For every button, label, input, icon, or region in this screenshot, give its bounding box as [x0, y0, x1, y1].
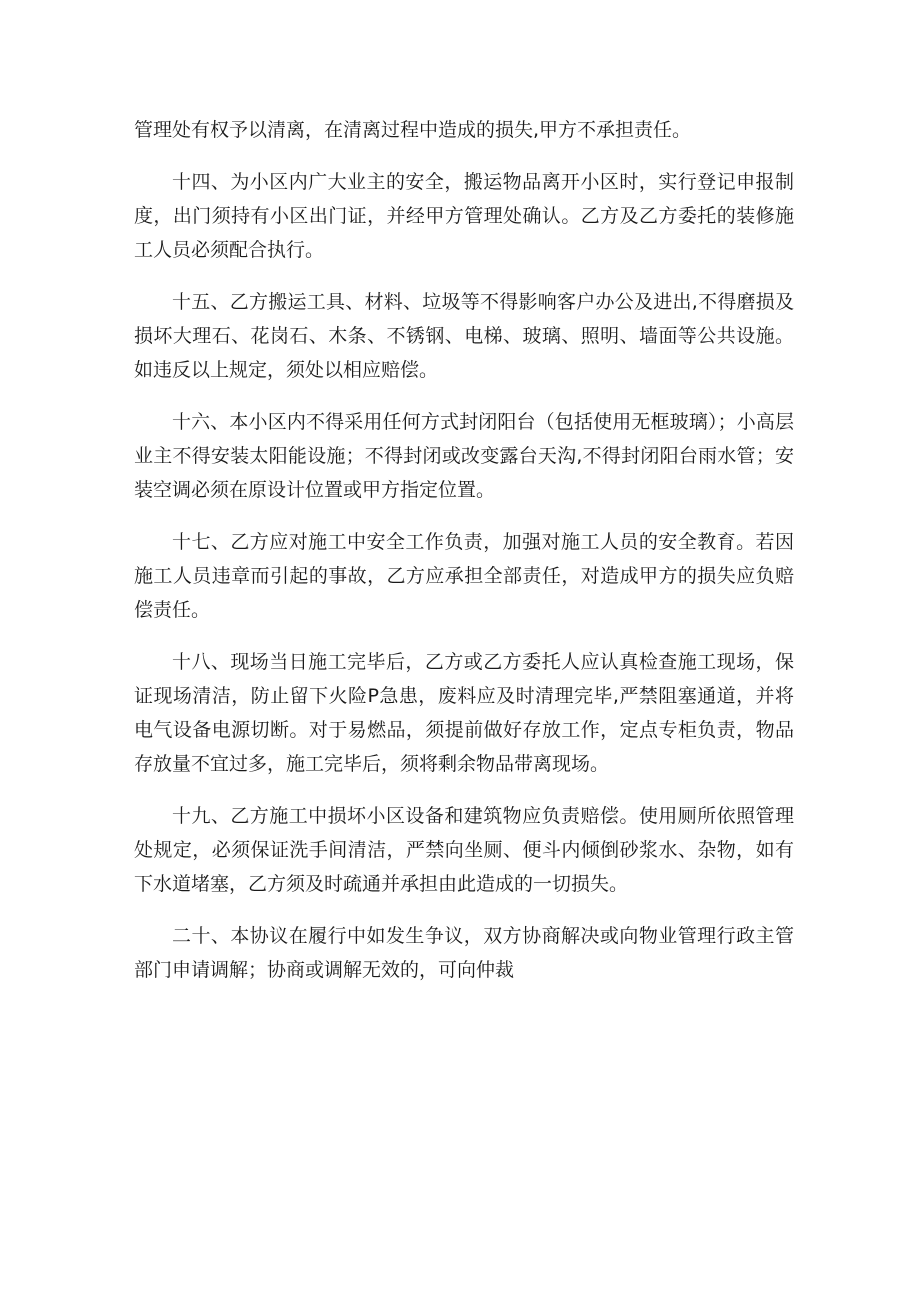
paragraph-clause-15: 十五、乙方搬运工具、材料、垃圾等不得影响客户办公及进出,不得磨损及损坏大理石、花岗石、木条、不锈钢、电梯、玻璃、照明、墙面等公共设施。如违反以上规定，须处以相应赔偿。: [134, 291, 794, 381]
document-page: [134, 113, 794, 1005]
paragraph-clause-20: 二十、本协议在履行中如发生争议，双方协商解决或向物业管理行政主管部门申请调解；协商或调解无效的，可向仲裁: [134, 925, 794, 981]
paragraph-clause-17: 十七、乙方应对施工中安全工作负责，加强对施工人员的安全教育。若因施工人员违章而引起的事故，乙方应承担全部责任，对造成甲方的损失应负赔偿责任。: [134, 531, 794, 621]
paragraph-clause-18: 十八、现场当日施工完毕后，乙方或乙方委托人应认真检查施工现场，保证现场清洁，防止留下火险P急患，废料应及时清理完毕,严禁阻塞通道，并将电气设备电源切断。对于易燃品，须提前做好存放工作，定点专柜负责，物品存放量不宜过多，施工完毕后，须将剩余物品带离现场。: [134, 651, 794, 775]
paragraph-clause-19: 十九、乙方施工中损坏小区设备和建筑物应负责赔偿。使用厕所依照管理处规定，必须保证洗手间清洁，严禁向坐厕、便斗内倾倒砂浆水、杂物，如有下水道堵塞，乙方须及时疏通并承担由此造成的一切损失。: [134, 805, 794, 895]
paragraph-clause-14: 十四、为小区内广大业主的安全，搬运物品离开小区时，实行登记申报制度，出门须持有小区出门证，并经甲方管理处确认。乙方及乙方委托的装修施工人员必须配合执行。: [134, 171, 794, 261]
paragraph-continuation: 管理处有权予以清离，在清离过程中造成的损失,甲方不承担责任。: [134, 119, 692, 141]
paragraph-clause-16: 十六、本小区内不得采用任何方式封闭阳台（包括使用无框玻璃）；小高层业主不得安装太阳能设施；不得封闭或改变露台天沟,不得封闭阳台雨水管；安装空调必须在原设计位置或甲方指定位置。: [134, 411, 794, 501]
